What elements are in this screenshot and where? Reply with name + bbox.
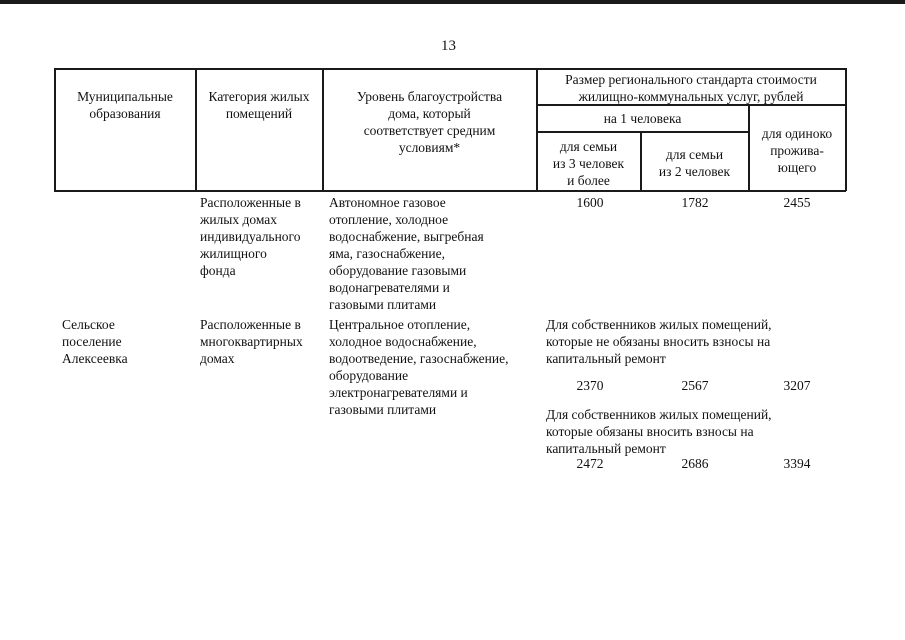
row2-note-capital-repair: Для собственников жилых помещений, которые обязаны вносить взносы на капитальный ремонт bbox=[546, 407, 772, 456]
row1-category: Расположенные в жилых домах индивидуального жилищного фонда bbox=[200, 195, 301, 278]
row2-note-no-capital-repair: Для собственников жилых помещений, которые не обязаны вносить взносы на капитальный ремонт bbox=[546, 317, 772, 366]
header-bottom-border bbox=[54, 190, 846, 192]
page-number: 13 bbox=[441, 38, 456, 54]
row2-value2-single: 3394 bbox=[783, 456, 811, 471]
row2-value2-family2: 2686 bbox=[681, 456, 709, 471]
header-single: для одиноко прожива- ющего bbox=[761, 126, 833, 175]
row1-amenity: Автономное газовое отопление, холодное водоснабжение, выгребная яма, газоснабжение, оборудование газовыми водонагревателями и газовыми плитами bbox=[329, 195, 484, 312]
table-left-border bbox=[54, 68, 56, 191]
row2-value2-family3: 2472 bbox=[576, 456, 604, 471]
header-municipality: Муниципальные образования bbox=[77, 89, 173, 121]
row1-value-family2: 1782 bbox=[681, 195, 709, 210]
row2-value1-single: 3207 bbox=[783, 378, 811, 393]
table-top-border bbox=[54, 68, 846, 70]
row2-value1-family3: 2370 bbox=[576, 378, 604, 393]
row2-category: Расположенные в многоквартирных домах bbox=[200, 317, 303, 366]
page-top-border bbox=[0, 0, 905, 4]
header-category: Категория жилых помещений bbox=[208, 89, 310, 121]
header-amenity-level: Уровень благоустройства дома, который соответствует средним условиям* bbox=[356, 89, 503, 155]
row2-value1-family2: 2567 bbox=[681, 378, 709, 393]
header-family-2: для семьи из 2 человек bbox=[658, 147, 731, 179]
per-person-divider bbox=[536, 131, 748, 133]
table-right-border bbox=[845, 68, 847, 191]
row2-amenity: Центральное отопление, холодное водоснабжение, водоотведение, газоснабжение, оборудование электронагревателями и газовыми плитами bbox=[329, 317, 509, 417]
header-group-title: Размер регионального стандарта стоимости жилищно-коммунальных услуг, рублей bbox=[565, 72, 817, 104]
col-divider-1 bbox=[195, 68, 197, 191]
header-family-3: для семьи из 3 человек и более bbox=[552, 139, 625, 188]
municipality-name: Сельское поселение Алексеевка bbox=[62, 317, 128, 366]
row1-value-single: 2455 bbox=[783, 195, 811, 210]
header-per-person: на 1 человека bbox=[603, 111, 682, 126]
row1-value-family3: 1600 bbox=[576, 195, 604, 210]
